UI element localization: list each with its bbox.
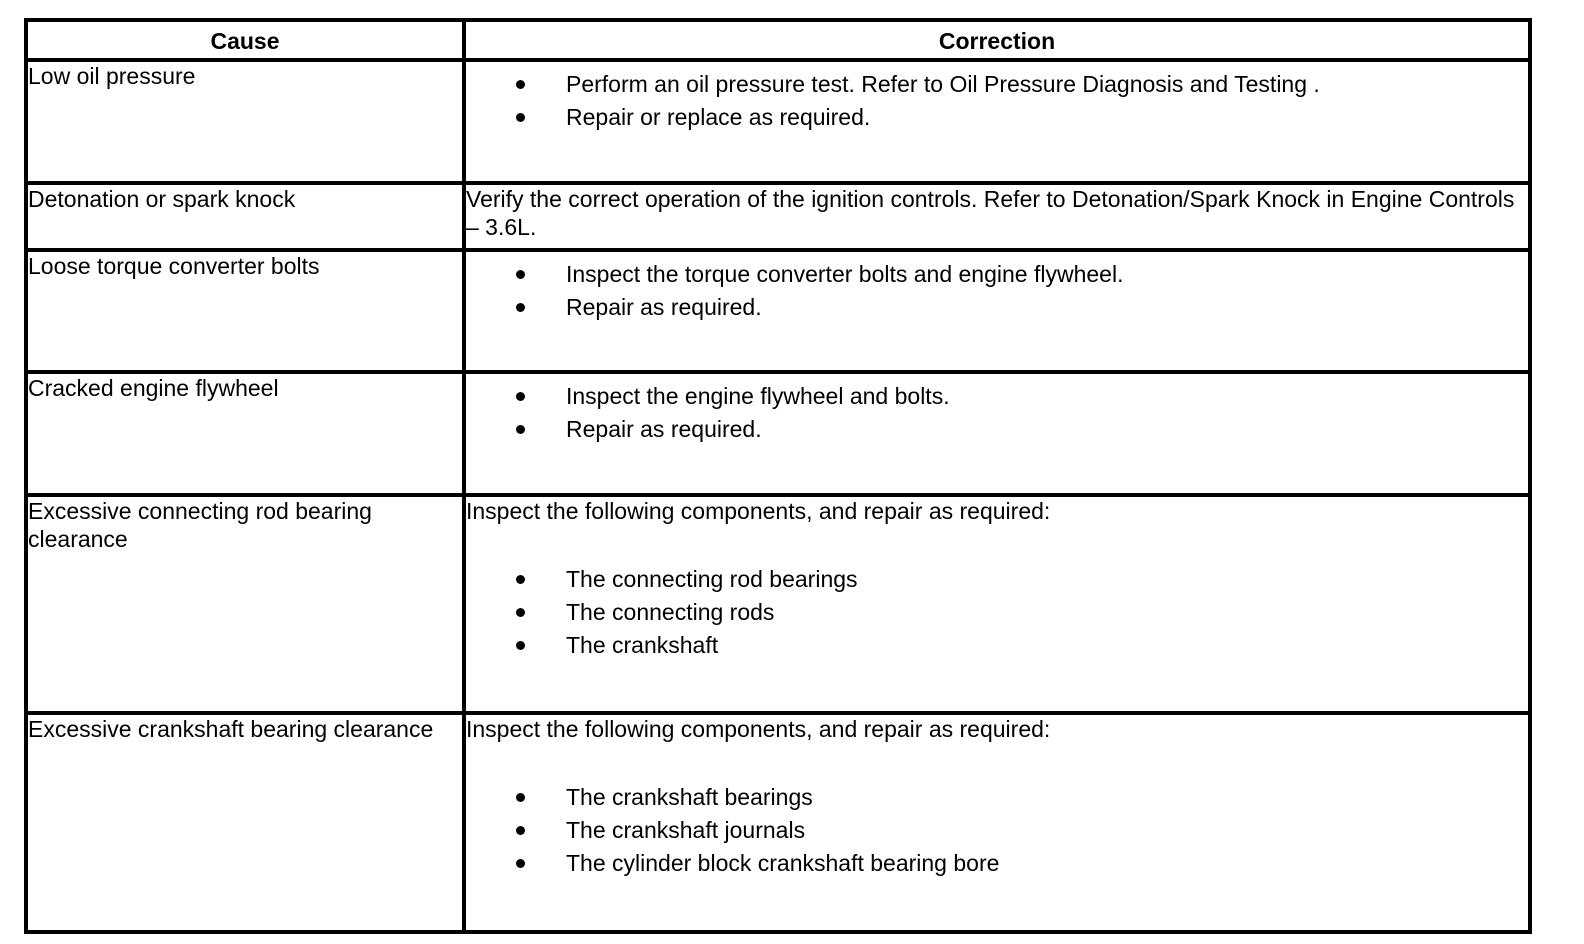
header-row: [26, 20, 1530, 60]
cause-cell: Excessive crankshaft bearing clearance: [26, 713, 464, 932]
correction-text: Inspect the following components, and repair as required:: [466, 716, 1051, 743]
bullet-text: The connecting rods: [566, 598, 775, 625]
bullet-text: The crankshaft: [566, 631, 719, 658]
correction-bullet-list: [466, 258, 1528, 324]
bullet-icon: [516, 793, 525, 802]
bullet-text: Inspect the engine flywheel and bolts.: [566, 383, 950, 410]
bullet-text: Repair as required.: [566, 293, 762, 320]
correction-cell: [464, 183, 1530, 250]
correction-text: Inspect the following components, and repair as required:: [466, 497, 1051, 524]
bullet-icon: [516, 270, 525, 279]
table-row: [26, 250, 1530, 373]
bullet-icon: [516, 608, 525, 617]
correction-cell: [464, 250, 1530, 373]
correction-column-header: Correction: [464, 20, 1530, 60]
bullet-icon: [516, 826, 525, 835]
list-item: [466, 291, 1528, 324]
cause-cell: Detonation or spark knock: [26, 183, 464, 250]
bullet-text: The connecting rod bearings: [566, 565, 858, 592]
list-item: [466, 781, 1528, 814]
bullet-text: The crankshaft bearings: [566, 784, 813, 811]
cause-cell: Excessive connecting rod bearing clearance: [26, 495, 464, 714]
list-item: [466, 814, 1528, 847]
bullet-icon: [516, 425, 525, 434]
bullet-icon: [516, 859, 525, 868]
list-item: [466, 596, 1528, 629]
bullet-text: Perform an oil pressure test. Refer to Oil Pressure Diagnosis and Testing .: [566, 71, 1320, 97]
cause-cell: Cracked engine flywheel: [26, 372, 464, 495]
list-item: [466, 847, 1528, 880]
correction-cell: [464, 495, 1530, 714]
correction-bullet-list: [466, 781, 1528, 880]
correction-cell: [464, 713, 1530, 932]
cause-column-header: Cause: [26, 20, 464, 60]
correction-cell: [464, 372, 1530, 495]
bullet-text: Inspect the torque converter bolts and engine flywheel.: [566, 260, 1124, 287]
list-item: [466, 629, 1528, 662]
list-item: [466, 68, 1528, 101]
list-item: [466, 258, 1528, 291]
list-item: [466, 380, 1528, 413]
table-row: [26, 495, 1530, 714]
table-row: [26, 372, 1530, 495]
bullet-text: Repair as required.: [566, 416, 762, 443]
correction-bullet-list: [466, 68, 1528, 134]
correction-bullet-list: [466, 563, 1528, 662]
bullet-icon: [516, 113, 525, 122]
bullet-icon: [516, 303, 525, 312]
list-item: [466, 413, 1528, 446]
table-row: [26, 183, 1530, 250]
bullet-text: The cylinder block crankshaft bearing bore: [566, 850, 1000, 877]
diagnostic-table: [24, 18, 1532, 934]
list-item: [466, 563, 1528, 596]
list-item: [466, 101, 1528, 134]
table-row: [26, 60, 1530, 183]
bullet-icon: [516, 392, 525, 401]
bullet-icon: [516, 80, 525, 89]
correction-text: Verify the correct operation of the ignition controls. Refer to Detonation/Spark Knock in Engine Controls – 3.6L.: [466, 185, 1515, 240]
bullet-text: The crankshaft journals: [566, 817, 806, 844]
cause-cell: Loose torque converter bolts: [26, 250, 464, 373]
cause-cell: Low oil pressure: [26, 60, 464, 183]
table-row: [26, 713, 1530, 932]
bullet-icon: [516, 575, 525, 584]
bullet-text: Repair or replace as required.: [566, 104, 871, 130]
correction-cell: [464, 60, 1530, 183]
correction-bullet-list: [466, 380, 1528, 446]
bullet-icon: [516, 641, 525, 650]
